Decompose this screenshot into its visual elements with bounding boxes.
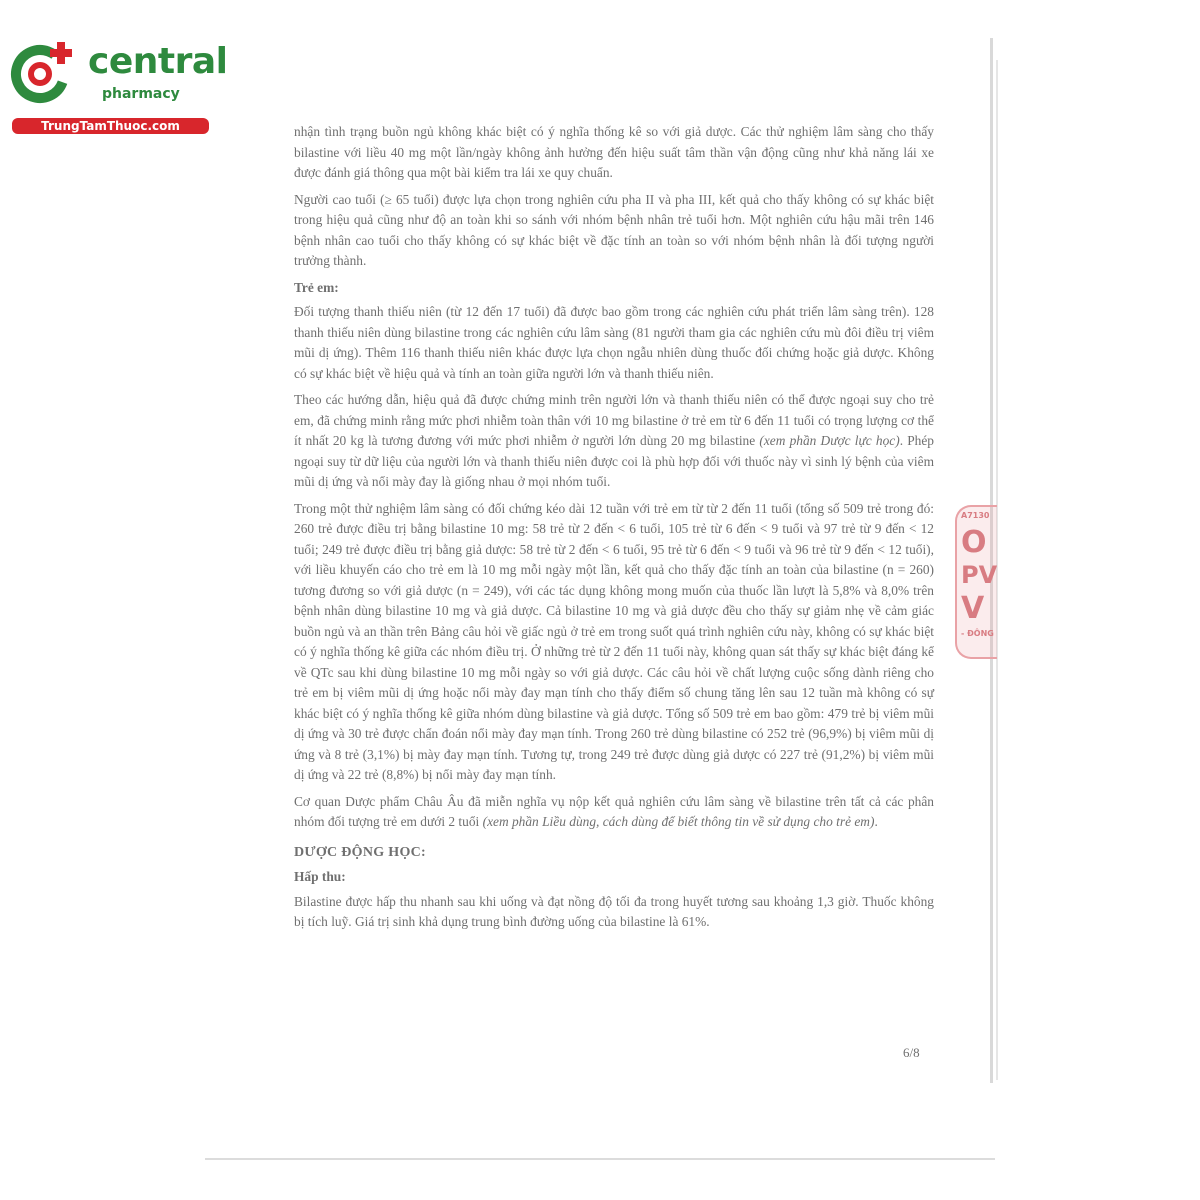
document-body bbox=[294, 122, 934, 939]
paragraph bbox=[294, 792, 934, 833]
paragraph: Đối tượng thanh thiếu niên (từ 12 đến 17 tuổi) đã được bao gồm trong các nghiên cứu phát triển lâm sàng trên). 128 thanh thiếu niên dùng bilastine trong các nghiên cứu lâm sàng (81 người tham gia các nghiên cứu mù đôi điều trị viêm mũi dị ứng). Thêm 116 thanh thiếu niên khác được lựa chọn ngẫu nhiên dùng thuốc đối chứng hoặc giả dược. Không có sự khác biệt về hiệu quả và tính an toàn giữa người lớn và thanh thiếu niên. bbox=[294, 304, 934, 381]
paragraph: nhận tình trạng buồn ngủ không khác biệt có ý nghĩa thống kê so với giả dược. Các thử nghiệm lâm sàng cho thấy bilastine với liều 40 mg một lần/ngày không ảnh hưởng đến hiệu suất tâm thần vận động cũng như khả năng lái xe được đánh giá thông qua một bài kiểm tra lái xe quy chuẩn. bbox=[294, 124, 934, 180]
cross-reference: (xem phần Liều dùng, cách dùng để biết thông tin về sử dụng cho trẻ em) bbox=[482, 814, 875, 829]
paragraph: Trong một thử nghiệm lâm sàng có đối chứng kéo dài 12 tuần với trẻ em từ từ 2 đến 11 tuổi (tổng số 509 trẻ trong đó: 260 trẻ được điều trị bằng bilastine 10 mg: 58 trẻ từ 2 đến < 6 tuổi, 105 trẻ từ 6 đến < 9 tuổi và 97 trẻ từ 9 đến < 12 tuổi; 249 trẻ được điều trị bằng giả dược: 58 trẻ từ 2 đến < 6 tuổi, 95 trẻ từ 6 đến < 9 tuổi và 96 trẻ từ 9 đến < 12 tuổi), với liều khuyến cáo cho trẻ em là 10 mg mỗi ngày một lần, kết quả cho thấy đặc tính an toàn của bilastine (n = 260) tương đương so với giả dược (n = 249), với các tác dụng không mong muốn của thuốc lần lượt là 5,8% và 8,0% trên bệnh nhân dùng bilastine 10 mg và giả dược. Cả bilastine 10 mg và giả dược đều cho thấy sự giảm nhẹ về cảm giác buồn ngủ và an thần trên Bảng câu hỏi về giấc ngủ ở trẻ em trong suốt quá trình nghiên cứu này, không có sự khác biệt có ý nghĩa thống kê giữa các nhóm điều trị. Ở những trẻ từ 2 đến 11 tuổi này, không quan sát thấy sự khác biệt đáng kể về QTc sau khi dùng bilastine 10 mg mỗi ngày so với giả dược. Các câu hỏi về chất lượng cuộc sống dành riêng cho trẻ em bị viêm mũi dị ứng hoặc nổi mày đay mạn tính cho thấy điểm số chung tăng lên sau 12 tuần mà không có sự khác biệt có ý nghĩa thống kê giữa nhóm dùng bilastine và giả dược. Tổng số 509 trẻ em bao gồm: 479 trẻ bị viêm mũi dị ứng và 30 trẻ được chẩn đoán nổi mày đay mạn tính. Trong 260 trẻ dùng bilastine có 252 trẻ (96,9%) bị viêm mũi dị ứng và 8 trẻ (3,1%) bị mày đay mạn tính. Tương tự, trong 249 trẻ được dùng giả dược có 227 trẻ (91,2%) bị viêm mũi dị ứng và 22 trẻ (8,8%) bị nổi mày đay mạn tính. bbox=[294, 500, 934, 782]
red-seal-stamp bbox=[955, 505, 997, 659]
subheading-children: Trẻ em: bbox=[294, 279, 339, 295]
stamp-text: - ĐÔNG bbox=[961, 629, 994, 638]
paragraph-text: . Phép ngoại suy từ dữ liệu của người lớn và thanh thiếu niên được coi là phù hợp đối với thuốc này vì sinh lý bệnh của viêm mũi dị ứng và nổi mày đay là giống nhau ở mọi nhóm tuổi. bbox=[294, 433, 934, 489]
central-pharmacy-logo bbox=[10, 36, 228, 136]
paragraph bbox=[294, 390, 934, 493]
page-number: 6/8 bbox=[903, 1045, 920, 1060]
logo-brand-name: central bbox=[88, 41, 228, 82]
logo-website-badge: TrungTamThuoc.com bbox=[12, 118, 209, 134]
paragraph-text: Cơ quan Dược phẩm Châu Âu đã miễn nghĩa vụ nộp kết quả nghiên cứu lâm sàng về bilastine trên tất cả các phân nhóm đối tượng trẻ em dưới 2 tuổi bbox=[294, 793, 934, 829]
pharmacy-cross-logo-icon bbox=[10, 36, 80, 106]
stamp-text: A7130 bbox=[961, 511, 990, 520]
subheading-absorption: Hấp thu: bbox=[294, 869, 346, 884]
paragraph-text: . bbox=[874, 814, 878, 829]
stamp-text: V bbox=[961, 591, 985, 626]
stamp-text: PV bbox=[961, 561, 997, 589]
section-heading-pharmacokinetics: DƯỢC ĐỘNG HỌC: bbox=[294, 844, 427, 860]
cross-reference: (xem phần Dược lực học) bbox=[759, 433, 900, 448]
paragraph: Bilastine được hấp thu nhanh sau khi uống và đạt nồng độ tối đa trong huyết tương sau khoảng 1,3 giờ. Thuốc không bị tích luỹ. Giá trị sinh khả dụng trung bình đường uống của bilastine là 61%. bbox=[294, 893, 934, 929]
paragraph: Người cao tuổi (≥ 65 tuổi) được lựa chọn trong nghiên cứu pha II và pha III, kết quả cho thấy không có sự khác biệt trong hiệu quả cũng như độ an toàn khi so sánh với nhóm bệnh nhân trẻ tuổi hơn. Một nghiên cứu hậu mãi trên 146 bệnh nhân cao tuổi cho thấy không có sự khác biệt về đặc tính an toàn so với nhóm bệnh nhân là đối tượng người trưởng thành. bbox=[294, 191, 934, 268]
paragraph-text: Theo các hướng dẫn, hiệu quả đã được chứng minh trên người lớn và thanh thiếu niên có thể được ngoại suy cho trẻ em, đã chứng minh rằng mức phơi nhiễm toàn thân với 10 mg bilastine ở trẻ em từ 6 đến 11 tuổi có trọng lượng cơ thể ít nhất 20 kg là tương đương với mức phơi nhiễm ở người lớn dùng 20 mg bilastine bbox=[294, 392, 934, 448]
stamp-text: O bbox=[961, 525, 987, 560]
logo-subtitle: pharmacy bbox=[102, 86, 180, 102]
page-edge-shadow bbox=[205, 1158, 995, 1160]
